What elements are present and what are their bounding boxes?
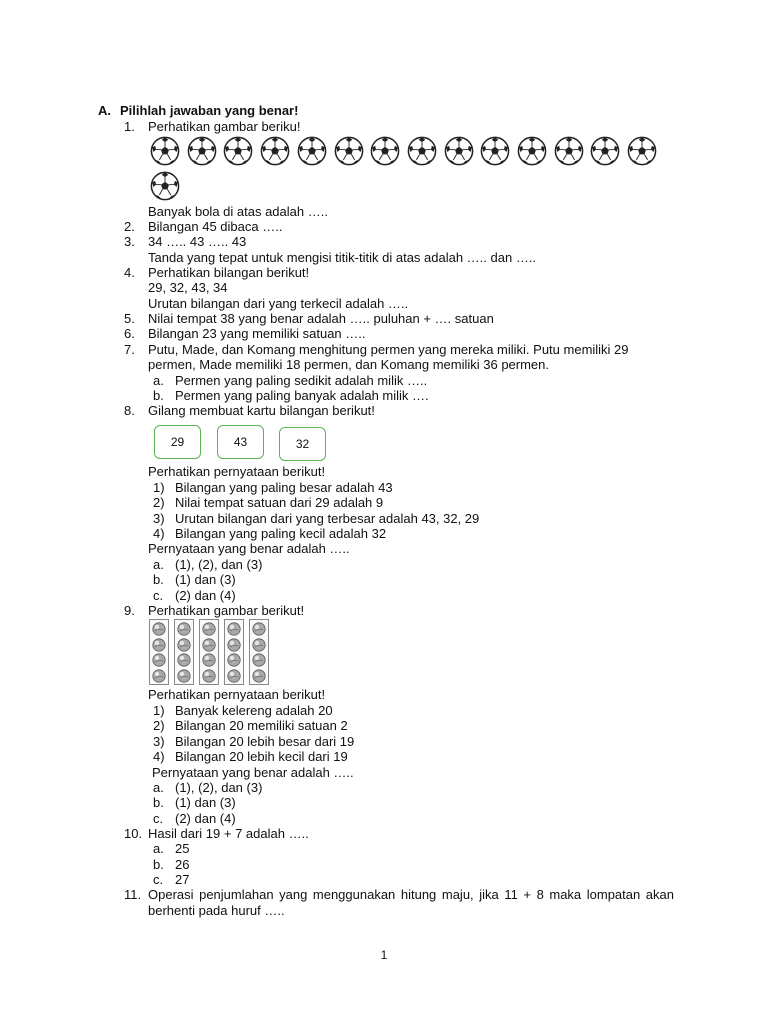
marble-icon	[177, 669, 191, 683]
soccer-ball-icon	[480, 136, 510, 169]
option-text: Permen yang paling banyak adalah milik ….	[175, 388, 429, 403]
option-label: b.	[153, 572, 164, 587]
marble-icon	[152, 622, 166, 636]
statement-text: Bilangan yang paling besar adalah 43	[175, 480, 393, 495]
statement-text: Bilangan yang paling kecil adalah 32	[175, 526, 387, 541]
option-text: (2) dan (4)	[175, 811, 236, 826]
option-label: a.	[153, 780, 164, 795]
number-card: 32	[279, 427, 326, 461]
question-text: 34 ….. 43 ….. 43	[148, 234, 247, 249]
statement-label: 3)	[153, 511, 165, 526]
question-text: Perhatikan gambar berikut!	[148, 603, 305, 618]
statement-label: 4)	[153, 749, 165, 764]
statement-label: 2)	[153, 718, 165, 733]
page-number: 1	[380, 948, 388, 962]
statement-text: Urutan bilangan dari yang terbesar adalah 43, 32, 29	[175, 511, 480, 526]
question-prompt: Pernyataan yang benar adalah …..	[148, 541, 350, 556]
question-number: 10.	[124, 826, 143, 841]
question-number: 3.	[124, 234, 135, 249]
option-label: c.	[153, 811, 164, 826]
question-text: Putu, Made, dan Komang menghitung permen yang mereka miliki. Putu memiliki 29	[148, 342, 629, 357]
question-text: Bilangan 23 yang memiliki satuan …..	[148, 326, 366, 341]
statement-text: Bilangan 20 memiliki satuan 2	[175, 718, 348, 733]
marble-icon	[227, 622, 241, 636]
statements-intro: Perhatikan pernyataan berikut!	[148, 687, 326, 702]
soccer-ball-icon	[370, 136, 400, 169]
soccer-ball-icon	[187, 136, 217, 169]
marble-icon	[152, 669, 166, 683]
option-label: a.	[153, 373, 164, 388]
option-label: a.	[153, 557, 164, 572]
section-title: Pilihlah jawaban yang benar!	[120, 103, 299, 118]
question-text: Hasil dari 19 + 7 adalah …..	[148, 826, 309, 841]
soccer-ball-icon	[297, 136, 327, 169]
question-text: Gilang membuat kartu bilangan berikut!	[148, 403, 375, 418]
question-number: 8.	[124, 403, 135, 418]
marble-icon	[227, 669, 241, 683]
question-text: Nilai tempat 38 yang benar adalah ….. puluhan + …. satuan	[148, 311, 494, 326]
question-prompt: Banyak bola di atas adalah …..	[148, 204, 328, 219]
option-text: (1) dan (3)	[175, 795, 236, 810]
marble-icon	[202, 622, 216, 636]
option-text: 25	[175, 841, 190, 856]
soccer-ball-icon	[554, 136, 584, 169]
statement-label: 1)	[153, 703, 165, 718]
question-text: Operasi penjumlahan yang menggunakan hitung maju, jika 11 + 8 maka lompatan akan berhenti pada huruf …..	[148, 887, 674, 918]
marble-icon	[177, 653, 191, 667]
option-label: c.	[153, 588, 164, 603]
question-text: permen, Made memiliki 18 permen, dan Komang memiliki 36 permen.	[148, 357, 550, 372]
number-list: 29, 32, 43, 34	[148, 280, 228, 295]
soccer-ball-icon	[517, 136, 547, 169]
question-number: 4.	[124, 265, 135, 280]
marble-column	[149, 619, 169, 685]
option-label: b.	[153, 388, 164, 403]
question-number: 9.	[124, 603, 135, 618]
marble-icon	[252, 638, 266, 652]
marble-icon	[227, 638, 241, 652]
marble-column	[224, 619, 244, 685]
option-text: Permen yang paling sedikit adalah milik …..	[175, 373, 428, 388]
number-card: 29	[154, 425, 201, 459]
option-text: 27	[175, 872, 190, 887]
question-text: Perhatikan gambar beriku!	[148, 119, 301, 134]
soccer-ball-icon	[334, 136, 364, 169]
marble-icon	[252, 653, 266, 667]
option-label: b.	[153, 795, 164, 810]
marble-icon	[152, 638, 166, 652]
question-number: 11.	[124, 887, 142, 902]
option-text: (1), (2), dan (3)	[175, 780, 263, 795]
marble-icon	[252, 622, 266, 636]
question-number: 6.	[124, 326, 135, 341]
marble-icon	[177, 622, 191, 636]
soccer-ball-icon	[444, 136, 474, 169]
soccer-ball-icon	[150, 171, 180, 204]
marble-icon	[227, 653, 241, 667]
statement-text: Banyak kelereng adalah 20	[175, 703, 333, 718]
question-number: 7.	[124, 342, 135, 357]
soccer-ball-icon	[590, 136, 620, 169]
question-number: 1.	[124, 119, 135, 134]
soccer-ball-icon	[260, 136, 290, 169]
statement-label: 3)	[153, 734, 165, 749]
statement-label: 1)	[153, 480, 165, 495]
marble-column	[199, 619, 219, 685]
soccer-ball-icon	[627, 136, 657, 169]
marble-icon	[202, 653, 216, 667]
statements-intro: Perhatikan pernyataan berikut!	[148, 464, 326, 479]
option-text: (2) dan (4)	[175, 588, 236, 603]
marble-column	[174, 619, 194, 685]
question-prompt: Tanda yang tepat untuk mengisi titik-titik di atas adalah ….. dan …..	[148, 250, 537, 265]
marble-icon	[252, 669, 266, 683]
option-text: (1) dan (3)	[175, 572, 236, 587]
option-text: (1), (2), dan (3)	[175, 557, 263, 572]
section-label: A.	[98, 103, 111, 118]
soccer-ball-icon	[150, 136, 180, 169]
soccer-ball-icon	[407, 136, 437, 169]
option-text: 26	[175, 857, 190, 872]
marble-icon	[202, 638, 216, 652]
number-card: 43	[217, 425, 264, 459]
soccer-ball-icon	[223, 136, 253, 169]
marble-icon	[152, 653, 166, 667]
question-number: 5.	[124, 311, 135, 326]
question-text: Perhatikan bilangan berikut!	[148, 265, 310, 280]
statement-label: 2)	[153, 495, 165, 510]
marble-column	[249, 619, 269, 685]
statement-text: Bilangan 20 lebih kecil dari 19	[175, 749, 348, 764]
option-label: b.	[153, 857, 164, 872]
statement-text: Bilangan 20 lebih besar dari 19	[175, 734, 355, 749]
statement-label: 4)	[153, 526, 165, 541]
marble-icon	[202, 669, 216, 683]
question-prompt: Pernyataan yang benar adalah …..	[152, 765, 354, 780]
statement-text: Nilai tempat satuan dari 29 adalah 9	[175, 495, 384, 510]
option-label: a.	[153, 841, 164, 856]
question-prompt: Urutan bilangan dari yang terkecil adalah …..	[148, 296, 409, 311]
question-text: Bilangan 45 dibaca …..	[148, 219, 283, 234]
marble-icon	[177, 638, 191, 652]
option-label: c.	[153, 872, 164, 887]
question-number: 2.	[124, 219, 135, 234]
